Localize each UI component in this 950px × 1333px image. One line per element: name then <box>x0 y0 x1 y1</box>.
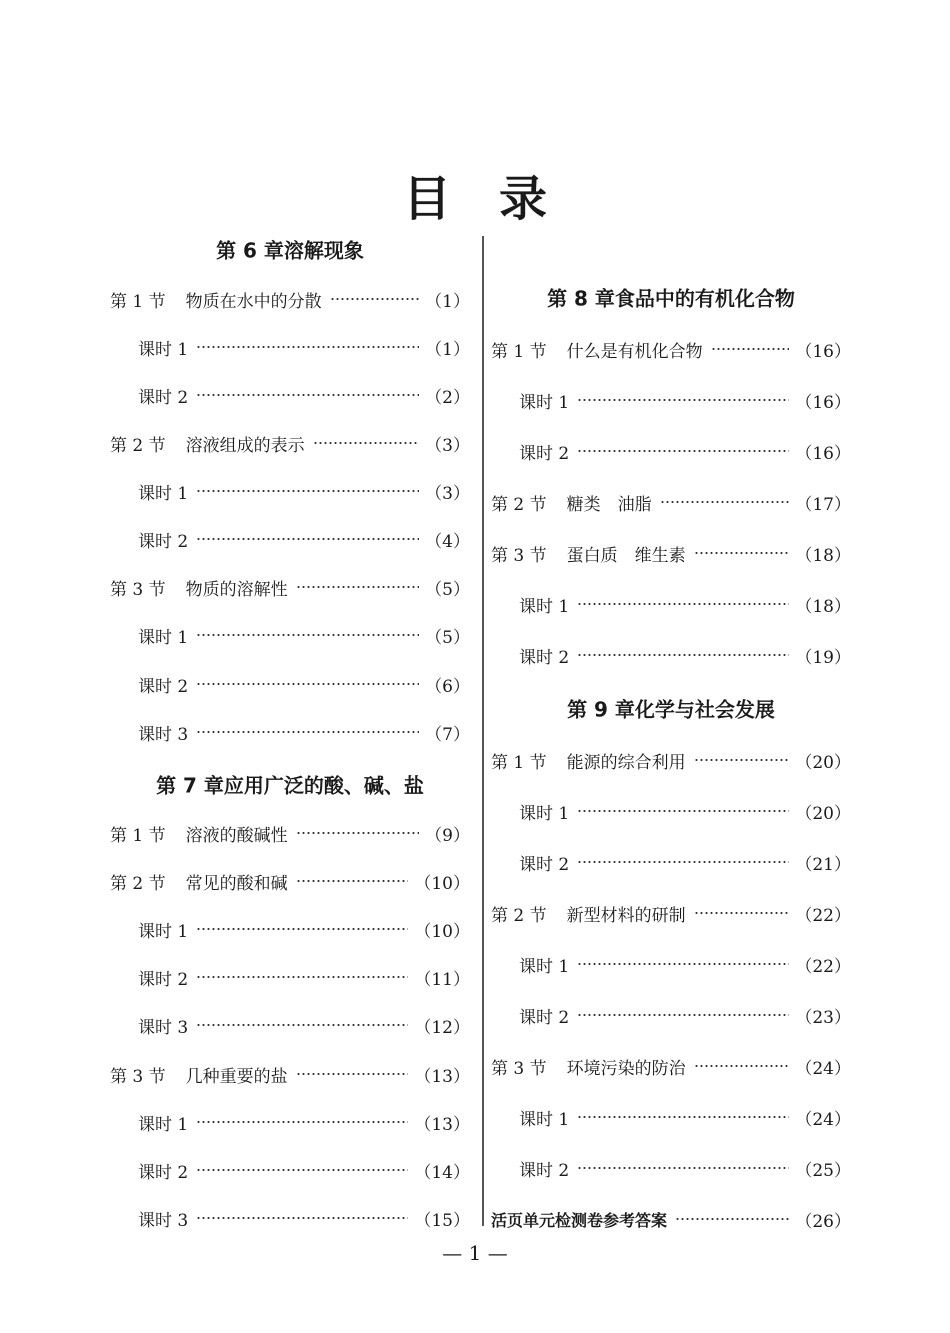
dot-leader <box>577 449 789 453</box>
dot-leader <box>694 758 790 762</box>
toc-lesson-entry[interactable] <box>519 1103 851 1131</box>
lesson-label: 课时 2 <box>138 387 189 408</box>
lesson-label: 课时 3 <box>138 724 189 745</box>
dot-leader <box>660 500 790 504</box>
dot-leader <box>330 297 420 301</box>
toc-section-entry[interactable] <box>491 488 851 516</box>
page-ref: （20） <box>795 752 851 773</box>
toc-lesson-entry[interactable] <box>138 915 470 943</box>
page-title-second: 录 <box>499 171 548 227</box>
chapter-name: 溶解现象 <box>283 238 364 263</box>
toc-lesson-entry[interactable] <box>138 718 470 746</box>
toc-lesson-entry[interactable] <box>138 1204 470 1232</box>
section-title: 能源的综合利用 <box>566 752 686 773</box>
chapter-name: 食品中的有机化合物 <box>614 286 795 311</box>
page-title-first: 目 <box>402 171 451 227</box>
dot-leader <box>711 347 790 351</box>
dot-leader <box>196 393 419 397</box>
toc-lesson-entry[interactable] <box>519 437 851 465</box>
section-title: 溶液的酸碱性 <box>185 825 288 846</box>
chapter-heading[interactable] <box>491 694 851 723</box>
toc-lesson-entry[interactable] <box>519 1154 851 1182</box>
page-ref: （12） <box>414 1017 470 1038</box>
chapter-heading[interactable] <box>110 235 470 264</box>
toc-lesson-entry[interactable] <box>138 381 470 409</box>
chapter-number: 第 8 章 <box>547 286 615 311</box>
page-ref: （16） <box>795 392 851 413</box>
page-ref: （1） <box>425 291 470 312</box>
toc-lesson-entry[interactable] <box>138 1156 470 1184</box>
section-title: 常见的酸和碱 <box>185 873 288 894</box>
dot-leader <box>296 879 409 883</box>
page-ref: （18） <box>795 596 851 617</box>
dot-leader <box>577 398 789 402</box>
page-ref: （22） <box>795 905 851 926</box>
section-title: 物质的溶解性 <box>185 579 288 600</box>
toc-lesson-entry[interactable] <box>138 1108 470 1136</box>
lesson-label: 课时 1 <box>138 483 189 504</box>
page-ref: （17） <box>795 494 851 515</box>
lesson-label: 课时 2 <box>138 676 189 697</box>
toc-lesson-entry[interactable] <box>519 950 851 978</box>
page-ref: （2） <box>425 387 470 408</box>
dot-leader <box>694 1064 790 1068</box>
page-ref: （23） <box>795 1007 851 1028</box>
lesson-label: 课时 2 <box>138 531 189 552</box>
dot-leader <box>196 633 419 637</box>
chapter-heading[interactable] <box>110 770 470 799</box>
section-title: 物质在水中的分散 <box>185 291 322 312</box>
dot-leader <box>196 1023 408 1027</box>
lesson-label: 课时 1 <box>138 1114 189 1135</box>
toc-section-entry[interactable] <box>110 285 470 313</box>
page-ref: （3） <box>425 435 470 456</box>
lesson-label: 课时 1 <box>138 921 189 942</box>
page-number: — 1 — <box>442 1241 508 1265</box>
page-ref: （15） <box>414 1210 470 1231</box>
dot-leader <box>313 441 420 445</box>
page-ref: （20） <box>795 803 851 824</box>
toc-section-entry[interactable] <box>110 429 470 457</box>
lesson-label: 课时 2 <box>519 1160 570 1181</box>
page-ref: （26） <box>795 1211 851 1232</box>
toc-lesson-entry[interactable] <box>138 333 470 361</box>
dot-leader <box>577 653 789 657</box>
lesson-label: 课时 1 <box>519 392 570 413</box>
toc-section-entry[interactable] <box>110 1060 470 1088</box>
dot-leader <box>196 975 408 979</box>
section-number: 第 3 节 <box>491 545 547 566</box>
section-number: 第 3 节 <box>110 1066 166 1087</box>
toc-lesson-entry[interactable] <box>138 963 470 991</box>
toc-section-entry[interactable] <box>491 1052 851 1080</box>
toc-section-entry[interactable] <box>110 819 470 847</box>
section-number: 第 1 节 <box>110 291 166 312</box>
toc-section-entry[interactable] <box>491 539 851 567</box>
chapter-number: 第 9 章 <box>567 697 635 722</box>
section-number: 第 3 节 <box>110 579 166 600</box>
section-title: 新型材料的研制 <box>566 905 686 926</box>
toc-lesson-entry[interactable] <box>519 797 851 825</box>
dot-leader <box>196 682 419 686</box>
chapter-number: 第 6 章 <box>216 238 284 263</box>
section-title: 糖类 油脂 <box>566 494 652 515</box>
lesson-label: 课时 1 <box>138 627 189 648</box>
lesson-label: 课时 2 <box>519 854 570 875</box>
chapter-name: 应用广泛的酸、碱、盐 <box>223 773 424 798</box>
lesson-label: 课时 2 <box>519 443 570 464</box>
dot-leader <box>577 602 789 606</box>
dot-leader <box>296 1072 409 1076</box>
page-ref: （6） <box>425 676 470 697</box>
dot-leader <box>296 831 420 835</box>
page-ref: （22） <box>795 956 851 977</box>
toc-section-entry[interactable] <box>110 867 470 895</box>
dot-leader <box>694 911 790 915</box>
dot-leader <box>296 585 420 589</box>
page-ref: （24） <box>795 1058 851 1079</box>
page-ref: （14） <box>414 1162 470 1183</box>
page-ref: （13） <box>414 1066 470 1087</box>
page-ref: （5） <box>425 579 470 600</box>
toc-lesson-entry[interactable] <box>138 1011 470 1039</box>
page-ref: （13） <box>414 1114 470 1135</box>
toc-lesson-entry[interactable] <box>519 1001 851 1029</box>
page-ref: （16） <box>795 443 851 464</box>
section-title: 几种重要的盐 <box>185 1066 288 1087</box>
lesson-label: 课时 1 <box>138 339 189 360</box>
toc-lesson-entry[interactable] <box>138 525 470 553</box>
toc-section-entry[interactable] <box>491 335 851 363</box>
toc-answers-entry[interactable] <box>491 1205 851 1233</box>
dot-leader <box>577 1115 789 1119</box>
page-ref: （19） <box>795 647 851 668</box>
page-ref: （7） <box>425 724 470 745</box>
section-number: 第 2 节 <box>491 905 547 926</box>
column-divider <box>482 236 484 1226</box>
dot-leader <box>577 962 789 966</box>
page-ref: （10） <box>414 873 470 894</box>
toc-lesson-entry[interactable] <box>519 386 851 414</box>
page-ref: （4） <box>425 531 470 552</box>
toc-section-entry[interactable] <box>491 899 851 927</box>
page-ref: （18） <box>795 545 851 566</box>
dot-leader <box>196 489 419 493</box>
toc-lesson-entry[interactable] <box>138 621 470 649</box>
dot-leader <box>196 730 419 734</box>
toc-lesson-entry[interactable] <box>519 590 851 618</box>
lesson-label: 课时 2 <box>138 1162 189 1183</box>
page-ref: （3） <box>425 483 470 504</box>
chapter-number: 第 7 章 <box>156 773 224 798</box>
dot-leader <box>577 1013 789 1017</box>
page-ref: （16） <box>795 341 851 362</box>
lesson-label: 课时 2 <box>519 1007 570 1028</box>
dot-leader <box>196 1168 408 1172</box>
dot-leader <box>577 809 789 813</box>
dot-leader <box>675 1217 789 1221</box>
page-ref: （1） <box>425 339 470 360</box>
section-number: 第 1 节 <box>491 341 547 362</box>
dot-leader <box>577 860 789 864</box>
dot-leader <box>196 1216 408 1220</box>
page-ref: （10） <box>414 921 470 942</box>
section-number: 第 1 节 <box>491 752 547 773</box>
dot-leader <box>196 345 419 349</box>
page-ref: （9） <box>425 825 470 846</box>
section-title: 环境污染的防治 <box>566 1058 686 1079</box>
page-title <box>0 160 950 229</box>
lesson-label: 课时 1 <box>519 596 570 617</box>
toc-lesson-entry[interactable] <box>519 641 851 669</box>
toc-lesson-entry[interactable] <box>519 848 851 876</box>
toc-lesson-entry[interactable] <box>138 670 470 698</box>
section-number: 第 3 节 <box>491 1058 547 1079</box>
section-title: 溶液组成的表示 <box>185 435 305 456</box>
page-ref: （24） <box>795 1109 851 1130</box>
section-number: 第 2 节 <box>110 435 166 456</box>
toc-section-entry[interactable] <box>110 573 470 601</box>
toc-lesson-entry[interactable] <box>138 477 470 505</box>
section-number: 第 2 节 <box>491 494 547 515</box>
section-title: 蛋白质 维生素 <box>566 545 686 566</box>
dot-leader <box>577 1166 789 1170</box>
section-number: 第 1 节 <box>110 825 166 846</box>
dot-leader <box>694 551 790 555</box>
section-number: 第 2 节 <box>110 873 166 894</box>
lesson-label: 课时 3 <box>138 1017 189 1038</box>
lesson-label: 课时 2 <box>519 647 570 668</box>
answers-title: 活页单元检测卷参考答案 <box>491 1210 668 1230</box>
lesson-label: 课时 1 <box>519 1109 570 1130</box>
dot-leader <box>196 537 419 541</box>
page-ref: （21） <box>795 854 851 875</box>
chapter-name: 化学与社会发展 <box>634 697 775 722</box>
dot-leader <box>196 927 408 931</box>
lesson-label: 课时 3 <box>138 1210 189 1231</box>
lesson-label: 课时 2 <box>138 969 189 990</box>
toc-section-entry[interactable] <box>491 746 851 774</box>
section-title: 什么是有机化合物 <box>566 341 703 362</box>
page-ref: （11） <box>414 969 470 990</box>
lesson-label: 课时 1 <box>519 956 570 977</box>
page-ref: （25） <box>795 1160 851 1181</box>
page-ref: （5） <box>425 627 470 648</box>
dot-leader <box>196 1120 408 1124</box>
chapter-heading[interactable] <box>491 283 851 312</box>
lesson-label: 课时 1 <box>519 803 570 824</box>
